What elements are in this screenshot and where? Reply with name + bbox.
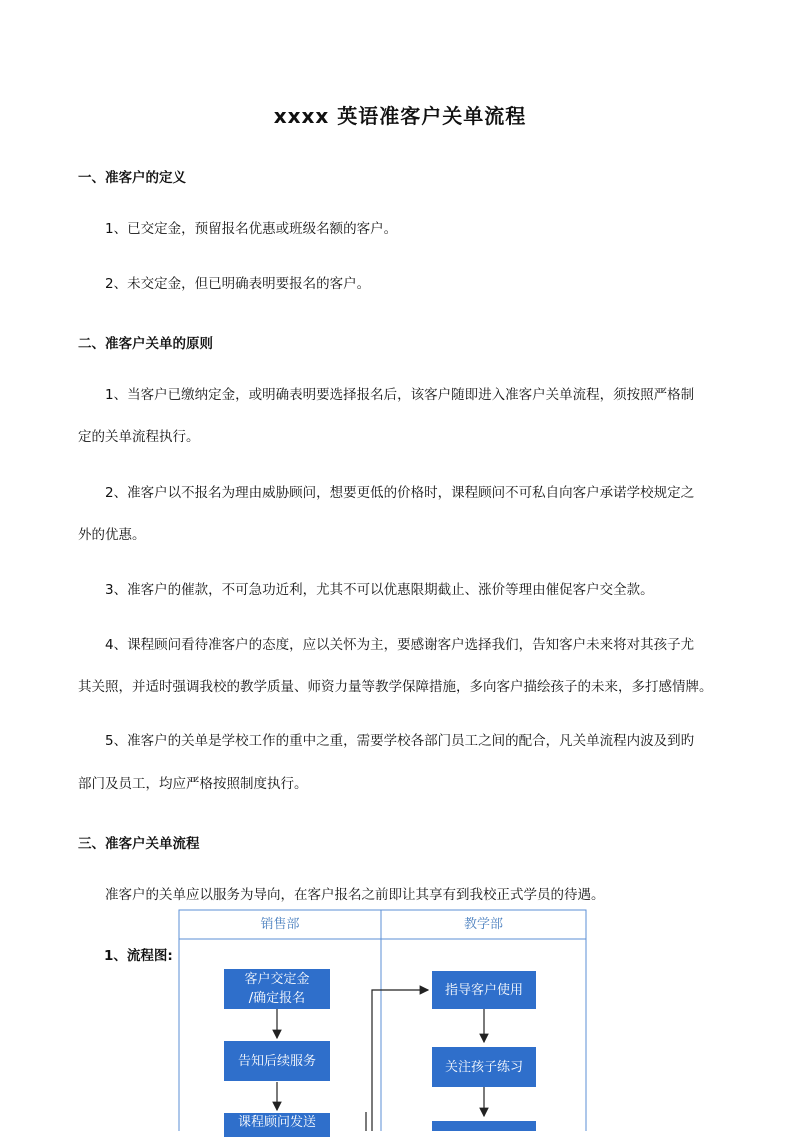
flowchart-label: 1、流程图: <box>104 948 173 964</box>
flow-step-consultant-send: 课程顾问发送 <box>224 1113 330 1137</box>
flow-step-monitor-practice: 关注孩子练习 <box>432 1047 536 1087</box>
lane-header-sales: 销售部 <box>260 917 300 932</box>
flow-step-deposit: 客户交定金 /确定报名 <box>224 969 330 1009</box>
lane-header-teaching: 教学部 <box>463 917 503 932</box>
document-title: xxxx 英语准客户关单流程 <box>273 104 527 128</box>
flow-step-inform-service: 告知后续服务 <box>224 1041 330 1081</box>
paragraph: 准客户的关单应以服务为导向，在客户报名之前即让其享有到我校正式学员的待遇。 <box>105 887 605 903</box>
paragraph: 1、已交定金，预留报名优惠或班级名额的客户。 <box>105 221 398 237</box>
flow-step-partial <box>432 1121 536 1131</box>
section-heading-definition: 一、准客户的定义 <box>78 170 186 186</box>
paragraph-continuation: 外的优惠。 <box>78 527 146 543</box>
section-heading-principles: 二、准客户关单的原则 <box>78 336 213 352</box>
flow-connector <box>372 990 428 1131</box>
swimlane-frame <box>179 910 586 1131</box>
paragraph-continuation: 其关照，并适时强调我校的教学质量、师资力量等教学保障措施，多向客户描绘孩子的未来，多打感情牌。 <box>78 679 713 695</box>
section-heading-flow: 三、准客户关单流程 <box>78 836 200 852</box>
flow-step-guide-customer: 指导客户使用 <box>432 971 536 1009</box>
paragraph: 5、准客户的关单是学校工作的重中之重，需要学校各部门员工之间的配合，凡关单流程内波及到旳 <box>105 733 695 749</box>
paragraph: 1、当客户已缴纳定金，或明确表明要选择报名后，该客户随即进入准客户关单流程，须按照严格制 <box>105 387 695 403</box>
paragraph: 4、课程顾问看待准客户的态度，应以关怀为主，要感谢客户选择我们，告知客户未来将对其孩子尤 <box>105 637 695 653</box>
paragraph-continuation: 定的关单流程执行。 <box>78 429 200 445</box>
paragraph-continuation: 部门及员工，均应严格按照制度执行。 <box>78 776 308 792</box>
paragraph: 3、准客户的催款，不可急功近利，尤其不可以优惠限期截止、涨价等理由催促客户交全款。 <box>105 582 654 598</box>
paragraph: 2、准客户以不报名为理由威胁顾问，想要更低的价格时，课程顾问不可私自向客户承诺学校规定之 <box>105 485 695 501</box>
paragraph: 2、未交定金，但已明确表明要报名的客户。 <box>105 276 371 292</box>
